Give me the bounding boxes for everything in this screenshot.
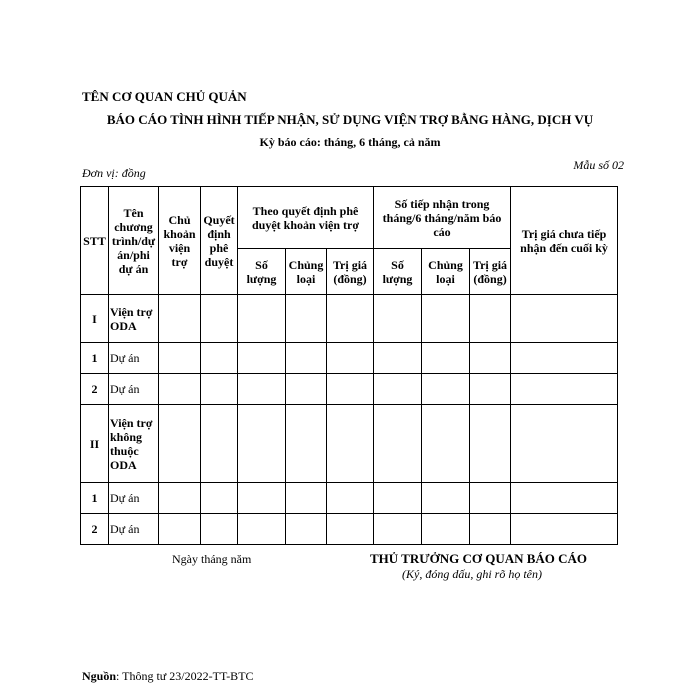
subheader-quantity: Số lượng bbox=[374, 249, 422, 295]
table-row bbox=[81, 483, 618, 514]
subheader-type: Chủng loại bbox=[286, 249, 327, 295]
source-label: Nguồn bbox=[82, 669, 117, 683]
row-name: Dự án bbox=[109, 343, 159, 374]
row-name: Dự án bbox=[109, 374, 159, 405]
subheader-quantity: Số lượng bbox=[238, 249, 286, 295]
agency-name: TÊN CƠ QUAN CHỦ QUẢN bbox=[82, 89, 247, 104]
row-stt: 2 bbox=[81, 514, 109, 545]
table-row bbox=[81, 343, 618, 374]
header-group-received: Số tiếp nhận trong tháng/6 tháng/năm báo cáo bbox=[374, 187, 511, 249]
subheader-value: Trị giá (đồng) bbox=[327, 249, 374, 295]
table-row bbox=[81, 295, 618, 343]
signatory-title: THỦ TRƯỞNG CƠ QUAN BÁO CÁO bbox=[370, 551, 588, 566]
table-row bbox=[81, 374, 618, 405]
table-row bbox=[81, 405, 618, 483]
header-group-approved: Theo quyết định phê duyệt khoản viện trợ bbox=[238, 187, 374, 249]
source-text: : Thông tư 23/2022-TT-BTC bbox=[116, 669, 254, 683]
subheader-type: Chủng loại bbox=[422, 249, 470, 295]
currency-unit: Đơn vị: đồng bbox=[82, 166, 146, 180]
row-name: Dự án bbox=[109, 514, 159, 545]
report-date: Ngày tháng năm bbox=[172, 552, 252, 566]
row-name: Viện trợ ODA bbox=[109, 295, 159, 343]
header-remaining-value: Trị giá chưa tiếp nhận đến cuối kỳ bbox=[511, 187, 618, 295]
table-header-row bbox=[81, 187, 618, 249]
source-citation bbox=[82, 669, 254, 684]
row-stt: 2 bbox=[81, 374, 109, 405]
header-program-name: Tên chương trình/dự án/phi dự án bbox=[109, 187, 159, 295]
header-stt: STT bbox=[81, 187, 109, 295]
table-row bbox=[81, 514, 618, 545]
report-period: Kỳ báo cáo: tháng, 6 tháng, cả năm bbox=[259, 135, 441, 149]
row-stt: I bbox=[81, 295, 109, 343]
subheader-value: Trị giá (đồng) bbox=[470, 249, 511, 295]
row-stt: II bbox=[81, 405, 109, 483]
report-title: BÁO CÁO TÌNH HÌNH TIẾP NHẬN, SỬ DỤNG VIỆN TRỢ BẰNG HÀNG, DỊCH VỤ bbox=[106, 112, 594, 127]
report-table bbox=[80, 186, 618, 545]
row-name: Viện trợ không thuộc ODA bbox=[109, 405, 159, 483]
form-number: Mẫu số 02 bbox=[573, 158, 624, 172]
row-name: Dự án bbox=[109, 483, 159, 514]
header-aid-owner: Chủ khoản viện trợ bbox=[159, 187, 201, 295]
row-stt: 1 bbox=[81, 483, 109, 514]
row-stt: 1 bbox=[81, 343, 109, 374]
signature-note: (Ký, đóng dấu, ghi rõ họ tên) bbox=[402, 567, 542, 581]
header-approval-decision: Quyết định phê duyệt bbox=[201, 187, 238, 295]
